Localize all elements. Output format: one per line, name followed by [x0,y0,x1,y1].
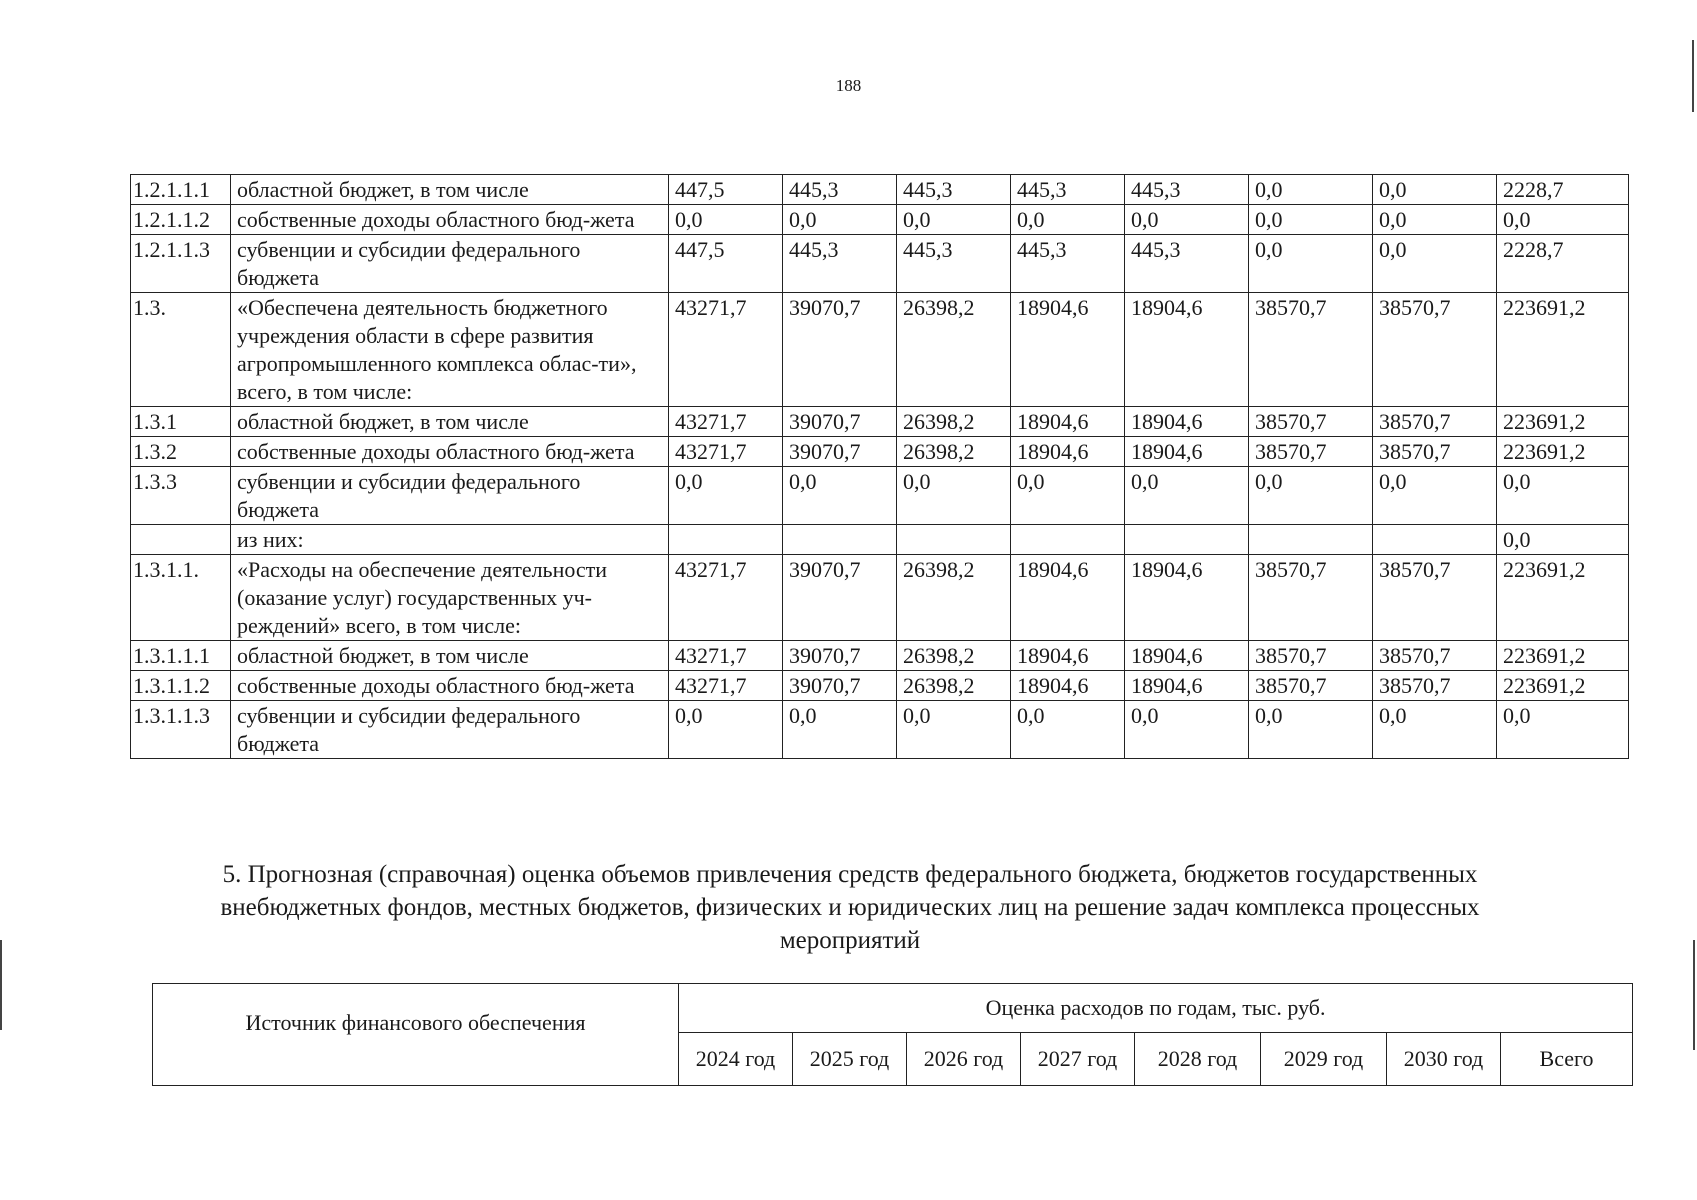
row-value: 39070,7 [783,555,897,641]
row-code: 1.3.1.1.2 [131,671,231,701]
row-value: 18904,6 [1125,437,1249,467]
row-value: 43271,7 [669,641,783,671]
scan-edge-mark [1692,40,1694,112]
row-value: 445,3 [897,175,1011,205]
row-value: 43271,7 [669,407,783,437]
row-value: 0,0 [1497,467,1629,525]
row-value: 0,0 [1497,525,1629,555]
row-value: 39070,7 [783,407,897,437]
page-number: 188 [835,76,862,95]
row-value: 0,0 [669,467,783,525]
table-row [131,205,1629,235]
table-row [131,641,1629,671]
row-value: 445,3 [1011,235,1125,293]
budget-table [130,174,1629,759]
row-value: 26398,2 [897,293,1011,407]
row-code: 1.3.3 [131,467,231,525]
row-value: 26398,2 [897,437,1011,467]
row-name: собственные доходы областного бюд-жета [231,205,669,235]
row-value: 26398,2 [897,671,1011,701]
row-value: 26398,2 [897,407,1011,437]
row-name: из них: [231,525,669,555]
table-row [131,525,1629,555]
row-value: 43271,7 [669,437,783,467]
row-value: 0,0 [783,467,897,525]
row-value: 2228,7 [1497,175,1629,205]
row-value: 26398,2 [897,555,1011,641]
row-value: 0,0 [1249,175,1373,205]
scan-edge-mark [0,940,2,1030]
row-code: 1.3.1.1.3 [131,701,231,759]
row-value: 0,0 [1011,205,1125,235]
row-value: 0,0 [1497,205,1629,235]
year-header: 2028 год [1135,1033,1261,1086]
year-header: 2024 год [679,1033,793,1086]
row-value: 38570,7 [1373,555,1497,641]
table-row [131,293,1629,407]
row-value: 18904,6 [1011,293,1125,407]
row-value: 223691,2 [1497,641,1629,671]
row-code: 1.3.2 [131,437,231,467]
year-header: 2026 год [907,1033,1021,1086]
row-value: 0,0 [1497,701,1629,759]
row-name: собственные доходы областного бюд-жета [231,671,669,701]
row-value: 26398,2 [897,641,1011,671]
row-value: 18904,6 [1125,293,1249,407]
row-value: 38570,7 [1249,293,1373,407]
row-value: 39070,7 [783,641,897,671]
row-value: 38570,7 [1249,641,1373,671]
row-value: 0,0 [1125,205,1249,235]
row-value [1011,525,1125,555]
row-name: областной бюджет, в том числе [231,175,669,205]
row-code: 1.3.1.1.1 [131,641,231,671]
row-code: 1.2.1.1.1 [131,175,231,205]
row-value: 445,3 [783,235,897,293]
row-value: 223691,2 [1497,293,1629,407]
total-header: Всего [1501,1033,1633,1086]
row-value: 38570,7 [1373,437,1497,467]
row-value: 0,0 [1373,175,1497,205]
row-value: 18904,6 [1011,555,1125,641]
row-code [131,525,231,555]
row-value [1373,525,1497,555]
row-value: 0,0 [1125,467,1249,525]
row-value: 18904,6 [1125,407,1249,437]
row-value: 38570,7 [1373,407,1497,437]
row-value [1249,525,1373,555]
row-code: 1.3.1 [131,407,231,437]
row-name: субвенции и субсидии федерального бюджета [231,701,669,759]
years-header: Оценка расходов по годам, тыс. руб. [679,984,1633,1033]
row-name: областной бюджет, в том числе [231,407,669,437]
row-value: 0,0 [1011,467,1125,525]
row-value: 0,0 [1011,701,1125,759]
row-value: 0,0 [783,205,897,235]
row-value: 445,3 [1011,175,1125,205]
row-value: 223691,2 [1497,671,1629,701]
table-row [131,235,1629,293]
source-header: Источник финансового обеспечения [153,984,679,1086]
scan-edge-mark [1693,940,1695,1050]
row-value: 0,0 [669,701,783,759]
row-value: 223691,2 [1497,407,1629,437]
row-value: 39070,7 [783,671,897,701]
row-value: 0,0 [1249,205,1373,235]
row-value: 447,5 [669,175,783,205]
table-row [131,671,1629,701]
table-row [131,467,1629,525]
row-value: 0,0 [1373,467,1497,525]
row-value: 18904,6 [1125,671,1249,701]
row-value: 18904,6 [1011,407,1125,437]
row-value: 223691,2 [1497,555,1629,641]
row-value: 0,0 [783,701,897,759]
row-value: 18904,6 [1011,671,1125,701]
row-value: 0,0 [1373,701,1497,759]
row-code: 1.2.1.1.2 [131,205,231,235]
row-code: 1.3.1.1. [131,555,231,641]
row-value: 43271,7 [669,555,783,641]
row-name: субвенции и субсидии федерального бюджета [231,467,669,525]
row-code: 1.3. [131,293,231,407]
row-value: 445,3 [1125,175,1249,205]
table-row [131,437,1629,467]
row-value [669,525,783,555]
budget-table-body [131,175,1629,759]
year-header: 2030 год [1387,1033,1501,1086]
year-header: 2025 год [793,1033,907,1086]
row-value: 0,0 [1249,701,1373,759]
table-row [131,701,1629,759]
row-value: 2228,7 [1497,235,1629,293]
row-value [897,525,1011,555]
table-row [131,175,1629,205]
row-value: 38570,7 [1249,555,1373,641]
row-value: 445,3 [897,235,1011,293]
row-value: 447,5 [669,235,783,293]
row-value: 38570,7 [1249,437,1373,467]
year-header: 2029 год [1261,1033,1387,1086]
row-value: 18904,6 [1011,437,1125,467]
row-value: 38570,7 [1249,671,1373,701]
row-value: 445,3 [783,175,897,205]
row-value: 38570,7 [1373,293,1497,407]
row-name: «Расходы на обеспечение деятельности (оказание услуг) государственных уч-реждений» всего, в том числе: [231,555,669,641]
row-value: 18904,6 [1125,555,1249,641]
row-value: 0,0 [1249,235,1373,293]
row-code: 1.2.1.1.3 [131,235,231,293]
row-value [1125,525,1249,555]
row-value: 223691,2 [1497,437,1629,467]
row-name: собственные доходы областного бюд-жета [231,437,669,467]
row-value: 39070,7 [783,293,897,407]
row-value: 18904,6 [1125,641,1249,671]
row-value: 38570,7 [1249,407,1373,437]
row-value: 38570,7 [1373,641,1497,671]
row-name: «Обеспечена деятельность бюджетного учреждения области в сфере развития агропромышленного комплекса облас-ти», всего, в том числе: [231,293,669,407]
table-row [131,555,1629,641]
row-value: 0,0 [897,205,1011,235]
row-name: областной бюджет, в том числе [231,641,669,671]
row-value: 0,0 [897,701,1011,759]
row-value [783,525,897,555]
row-value: 43271,7 [669,293,783,407]
row-value: 445,3 [1125,235,1249,293]
table-row [131,407,1629,437]
year-header: 2027 год [1021,1033,1135,1086]
row-value: 0,0 [669,205,783,235]
row-value: 39070,7 [783,437,897,467]
row-value: 38570,7 [1373,671,1497,701]
row-value: 0,0 [1249,467,1373,525]
row-value: 0,0 [1373,205,1497,235]
row-name: субвенции и субсидии федерального бюджета [231,235,669,293]
row-value: 18904,6 [1011,641,1125,671]
section-title: 5. Прогнозная (справочная) оценка объемов привлечения средств федерального бюджета, бюджетов государственных внебюджетных фондов, местных бюджетов, физических и юридических лиц на решение задач комплекса процессных мероприятий [220,861,1480,954]
row-value: 0,0 [897,467,1011,525]
forecast-table [152,983,1633,1086]
row-value: 43271,7 [669,671,783,701]
row-value: 0,0 [1125,701,1249,759]
row-value: 0,0 [1373,235,1497,293]
